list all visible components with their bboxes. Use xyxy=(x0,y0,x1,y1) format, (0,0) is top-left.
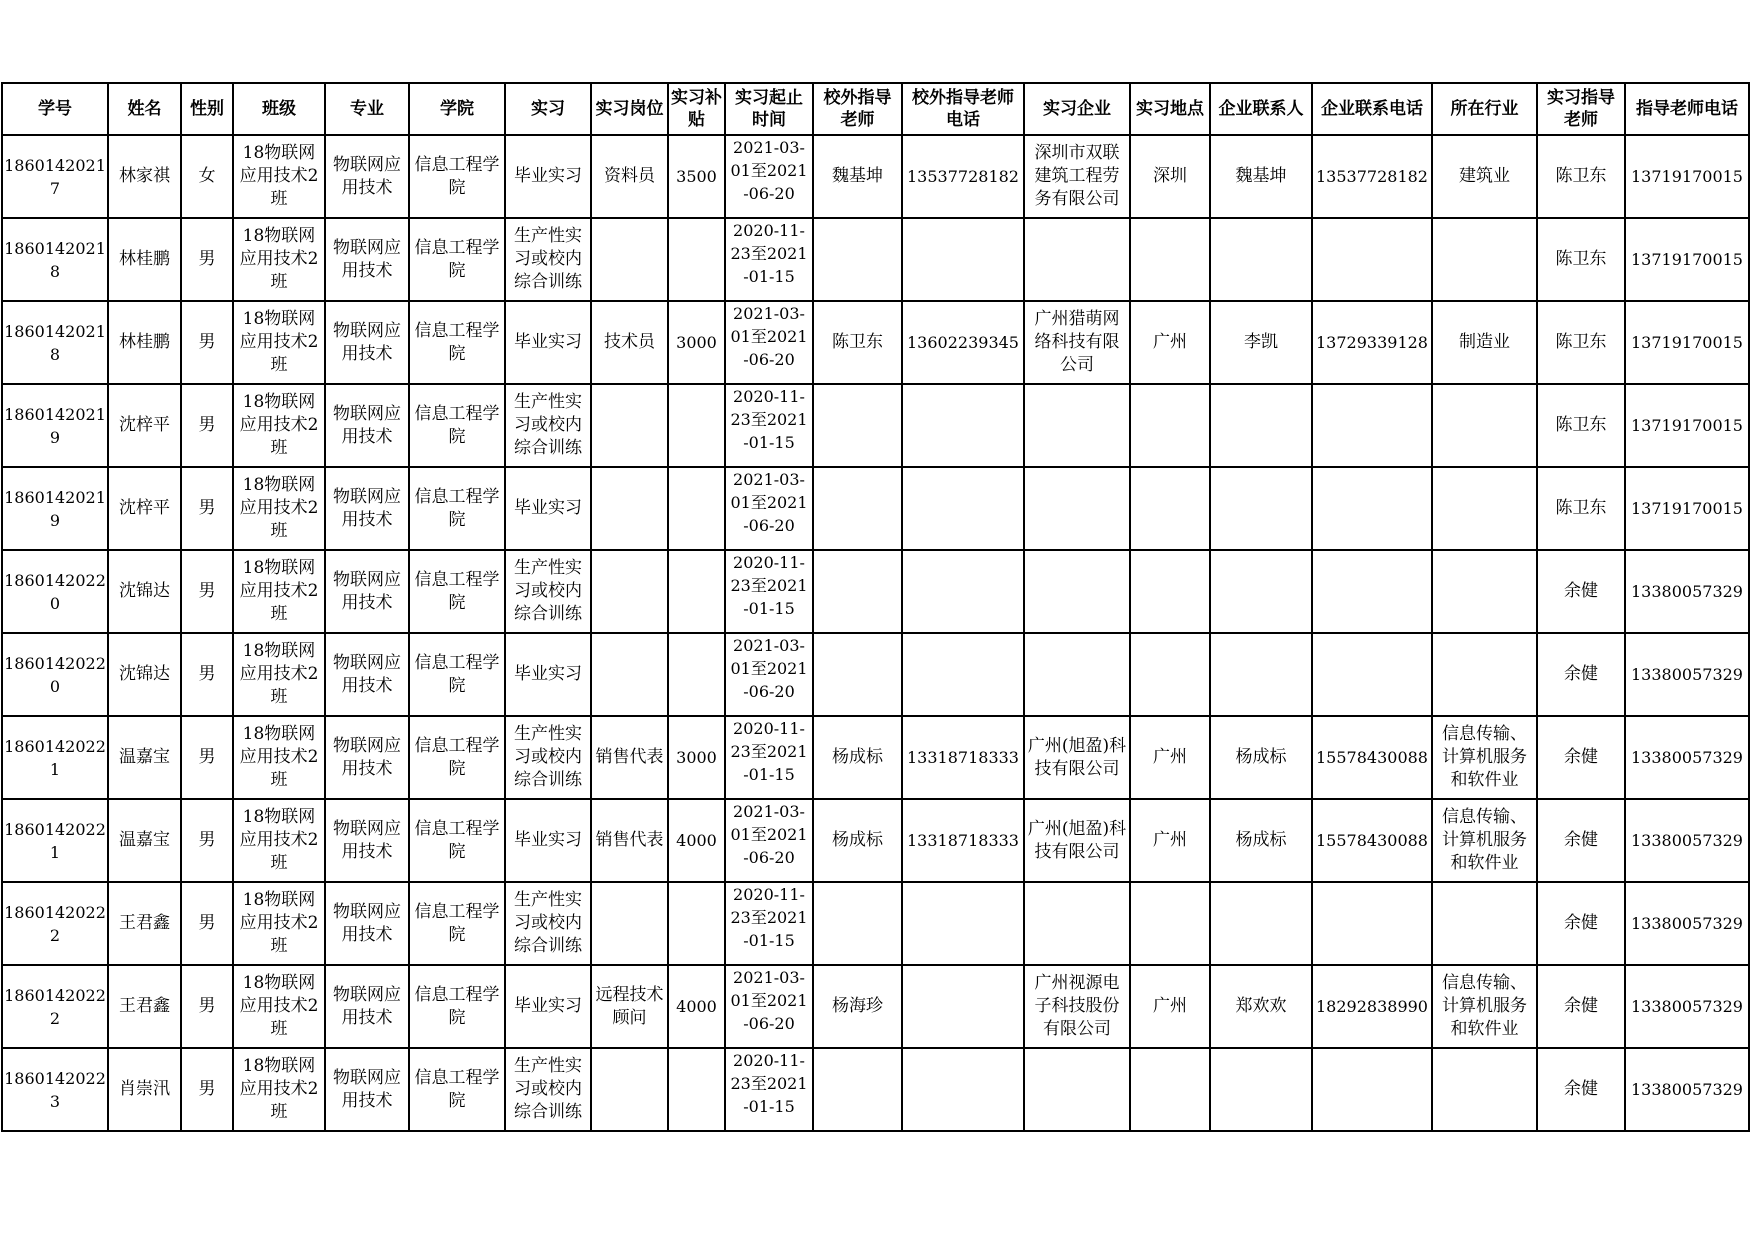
table-cell: 生产性实习或校内综合训练 xyxy=(505,218,591,301)
table-cell: 女 xyxy=(181,135,233,218)
date-range-text: 2020-11-23至2021-01-15 xyxy=(730,553,808,618)
header-cell: 学号 xyxy=(2,83,108,135)
table-cell xyxy=(1210,550,1312,633)
table-cell xyxy=(668,218,725,301)
table-cell: 18601420219 xyxy=(2,384,108,467)
table-row xyxy=(2,965,1749,1048)
table-row xyxy=(2,882,1749,965)
header-cell: 性别 xyxy=(181,83,233,135)
table-cell: 18601420222 xyxy=(2,882,108,965)
table-row xyxy=(2,799,1749,882)
table-cell: 男 xyxy=(181,882,233,965)
table-cell: 物联网应用技术 xyxy=(325,550,409,633)
table-cell xyxy=(1432,1048,1537,1131)
table-cell: 余健 xyxy=(1537,965,1625,1048)
table-cell: 毕业实习 xyxy=(505,135,591,218)
table-cell: 信息工程学院 xyxy=(409,1048,505,1131)
table-cell xyxy=(591,882,668,965)
table-cell: 18601420222 xyxy=(2,965,108,1048)
header-cell: 实习指导老师 xyxy=(1537,83,1625,135)
table-cell: 温嘉宝 xyxy=(108,716,181,799)
table-cell xyxy=(902,467,1024,550)
table-cell: 生产性实习或校内综合训练 xyxy=(505,550,591,633)
header-cell: 实习地点 xyxy=(1130,83,1210,135)
table-cell: 毕业实习 xyxy=(505,467,591,550)
table-cell: 物联网应用技术 xyxy=(325,384,409,467)
table-cell: 男 xyxy=(181,965,233,1048)
table-cell: 13719170015 xyxy=(1625,135,1749,218)
table-cell: 广州 xyxy=(1130,799,1210,882)
table-cell: 信息传输、计算机服务和软件业 xyxy=(1432,965,1537,1048)
table-cell: 18物联网应用技术2班 xyxy=(233,633,325,716)
table-cell: 信息工程学院 xyxy=(409,467,505,550)
table-cell xyxy=(1432,633,1537,716)
table-cell: 15578430088 xyxy=(1312,716,1432,799)
header-cell: 学院 xyxy=(409,83,505,135)
table-cell xyxy=(591,384,668,467)
table-cell: 13380057329 xyxy=(1625,799,1749,882)
table-cell xyxy=(1312,467,1432,550)
table-cell: 广州(旭盈)科技有限公司 xyxy=(1024,799,1130,882)
table-cell xyxy=(725,799,813,882)
table-cell: 13318718333 xyxy=(902,799,1024,882)
table-cell: 技术员 xyxy=(591,301,668,384)
table-cell: 魏基坤 xyxy=(813,135,902,218)
table-cell: 毕业实习 xyxy=(505,301,591,384)
table-row xyxy=(2,301,1749,384)
table-cell: 广州 xyxy=(1130,301,1210,384)
table-cell: 毕业实习 xyxy=(505,799,591,882)
table-cell xyxy=(1312,882,1432,965)
table-cell: 广州猎萌网络科技有限公司 xyxy=(1024,301,1130,384)
table-cell: 陈卫东 xyxy=(813,301,902,384)
table-cell: 余健 xyxy=(1537,633,1625,716)
table-cell: 林桂鹏 xyxy=(108,218,181,301)
table-cell xyxy=(902,550,1024,633)
date-range-text: 2021-03-01至2021-06-20 xyxy=(730,304,808,369)
date-range-text: 2020-11-23至2021-01-15 xyxy=(730,387,808,452)
header-cell: 实习 xyxy=(505,83,591,135)
table-row xyxy=(2,716,1749,799)
table-cell: 13729339128 xyxy=(1312,301,1432,384)
table-cell: 18物联网应用技术2班 xyxy=(233,301,325,384)
table-cell: 资料员 xyxy=(591,135,668,218)
table-cell: 男 xyxy=(181,301,233,384)
table-cell: 18601420223 xyxy=(2,1048,108,1131)
table-cell xyxy=(725,550,813,633)
table-cell: 陈卫东 xyxy=(1537,135,1625,218)
table-cell: 18物联网应用技术2班 xyxy=(233,550,325,633)
table-cell: 建筑业 xyxy=(1432,135,1537,218)
table-cell: 信息传输、计算机服务和软件业 xyxy=(1432,799,1537,882)
table-cell: 广州视源电子科技股份有限公司 xyxy=(1024,965,1130,1048)
table-cell: 生产性实习或校内综合训练 xyxy=(505,716,591,799)
table-cell xyxy=(1024,882,1130,965)
table-cell: 林家祺 xyxy=(108,135,181,218)
table-body xyxy=(2,135,1749,1131)
table-cell: 物联网应用技术 xyxy=(325,716,409,799)
table-cell: 男 xyxy=(181,1048,233,1131)
table-cell: 13719170015 xyxy=(1625,218,1749,301)
table-cell xyxy=(725,135,813,218)
table-cell xyxy=(902,965,1024,1048)
table-cell xyxy=(1432,218,1537,301)
table-cell xyxy=(1312,1048,1432,1131)
table-cell: 18物联网应用技术2班 xyxy=(233,716,325,799)
date-range-text: 2021-03-01至2021-06-20 xyxy=(730,968,808,1033)
table-cell: 信息工程学院 xyxy=(409,965,505,1048)
table-cell: 温嘉宝 xyxy=(108,799,181,882)
table-cell: 生产性实习或校内综合训练 xyxy=(505,1048,591,1131)
table-cell: 信息工程学院 xyxy=(409,384,505,467)
table-cell: 13537728182 xyxy=(1312,135,1432,218)
table-cell: 生产性实习或校内综合训练 xyxy=(505,882,591,965)
table-cell: 物联网应用技术 xyxy=(325,218,409,301)
table-cell: 男 xyxy=(181,633,233,716)
table-cell: 18物联网应用技术2班 xyxy=(233,467,325,550)
table-cell xyxy=(591,218,668,301)
table-cell: 15578430088 xyxy=(1312,799,1432,882)
table-cell: 男 xyxy=(181,716,233,799)
header-cell: 班级 xyxy=(233,83,325,135)
table-cell xyxy=(668,384,725,467)
table-cell: 18物联网应用技术2班 xyxy=(233,218,325,301)
table-cell: 18601420220 xyxy=(2,550,108,633)
table-cell xyxy=(1130,218,1210,301)
table-cell xyxy=(1130,467,1210,550)
table-cell: 肖崇汛 xyxy=(108,1048,181,1131)
date-range-text: 2020-11-23至2021-01-15 xyxy=(730,719,808,784)
table-cell xyxy=(725,218,813,301)
header-row xyxy=(2,83,1749,135)
table-cell xyxy=(668,1048,725,1131)
table-cell: 18物联网应用技术2班 xyxy=(233,882,325,965)
table-cell: 物联网应用技术 xyxy=(325,135,409,218)
table-cell: 信息工程学院 xyxy=(409,799,505,882)
table-cell: 18601420218 xyxy=(2,218,108,301)
table-cell: 深圳 xyxy=(1130,135,1210,218)
table-cell: 制造业 xyxy=(1432,301,1537,384)
table-cell: 杨成标 xyxy=(813,799,902,882)
table-cell: 18601420217 xyxy=(2,135,108,218)
table-cell: 陈卫东 xyxy=(1537,384,1625,467)
table-cell: 陈卫东 xyxy=(1537,467,1625,550)
table-cell xyxy=(1024,467,1130,550)
table-cell xyxy=(591,633,668,716)
table-cell xyxy=(725,965,813,1048)
table-cell xyxy=(813,218,902,301)
table-cell xyxy=(668,550,725,633)
table-cell: 13318718333 xyxy=(902,716,1024,799)
table-cell: 广州(旭盈)科技有限公司 xyxy=(1024,716,1130,799)
table-cell: 13719170015 xyxy=(1625,384,1749,467)
table-cell xyxy=(813,550,902,633)
table-cell: 信息工程学院 xyxy=(409,301,505,384)
table-cell xyxy=(725,716,813,799)
table-cell xyxy=(1130,882,1210,965)
header-cell: 所在行业 xyxy=(1432,83,1537,135)
table-cell: 魏基坤 xyxy=(1210,135,1312,218)
table-cell xyxy=(725,633,813,716)
header-cell: 校外指导老师 xyxy=(813,83,902,135)
table-cell: 余健 xyxy=(1537,882,1625,965)
table-row xyxy=(2,218,1749,301)
table-cell: 13380057329 xyxy=(1625,882,1749,965)
table-cell: 3000 xyxy=(668,301,725,384)
table-row xyxy=(2,135,1749,218)
table-cell: 生产性实习或校内综合训练 xyxy=(505,384,591,467)
table-cell xyxy=(902,633,1024,716)
table-cell xyxy=(813,1048,902,1131)
table-cell: 18物联网应用技术2班 xyxy=(233,135,325,218)
date-range-text: 2020-11-23至2021-01-15 xyxy=(730,221,808,286)
table-cell xyxy=(813,384,902,467)
table-cell: 13380057329 xyxy=(1625,716,1749,799)
table-cell: 物联网应用技术 xyxy=(325,1048,409,1131)
table-cell xyxy=(1432,550,1537,633)
table-cell: 物联网应用技术 xyxy=(325,965,409,1048)
table-cell xyxy=(668,633,725,716)
table-cell: 杨成标 xyxy=(1210,716,1312,799)
table-cell: 余健 xyxy=(1537,799,1625,882)
table-cell: 18物联网应用技术2班 xyxy=(233,1048,325,1131)
table-cell xyxy=(1210,218,1312,301)
table-cell xyxy=(725,882,813,965)
table-cell xyxy=(813,633,902,716)
table-cell xyxy=(668,882,725,965)
table-cell: 13380057329 xyxy=(1625,965,1749,1048)
table-cell xyxy=(725,1048,813,1131)
table-cell: 王君鑫 xyxy=(108,882,181,965)
table-cell xyxy=(1024,550,1130,633)
table-cell: 13719170015 xyxy=(1625,467,1749,550)
table-cell: 销售代表 xyxy=(591,716,668,799)
date-range-text: 2021-03-01至2021-06-20 xyxy=(730,636,808,701)
header-cell: 实习企业 xyxy=(1024,83,1130,135)
table-cell xyxy=(1312,633,1432,716)
table-cell: 18601420218 xyxy=(2,301,108,384)
table-cell: 李凯 xyxy=(1210,301,1312,384)
table-cell: 4000 xyxy=(668,799,725,882)
table-cell xyxy=(902,384,1024,467)
table-cell: 杨成标 xyxy=(1210,799,1312,882)
table-cell xyxy=(1210,882,1312,965)
table-cell xyxy=(902,218,1024,301)
table-cell: 毕业实习 xyxy=(505,633,591,716)
table-cell xyxy=(668,467,725,550)
table-cell: 18601420221 xyxy=(2,799,108,882)
table-row xyxy=(2,633,1749,716)
table-cell: 余健 xyxy=(1537,716,1625,799)
table-cell: 信息工程学院 xyxy=(409,716,505,799)
header-cell: 实习补贴 xyxy=(668,83,725,135)
table-cell: 杨海珍 xyxy=(813,965,902,1048)
table-cell: 男 xyxy=(181,550,233,633)
header-cell: 企业联系人 xyxy=(1210,83,1312,135)
header-cell: 实习起止时间 xyxy=(725,83,813,135)
table-cell: 18物联网应用技术2班 xyxy=(233,384,325,467)
table-cell: 毕业实习 xyxy=(505,965,591,1048)
header-cell: 专业 xyxy=(325,83,409,135)
table-cell xyxy=(813,882,902,965)
table-cell xyxy=(1210,384,1312,467)
internship-table xyxy=(1,82,1750,1132)
table-cell xyxy=(1312,384,1432,467)
table-cell: 广州 xyxy=(1130,716,1210,799)
table-cell: 陈卫东 xyxy=(1537,301,1625,384)
table-cell xyxy=(725,301,813,384)
table-cell: 3500 xyxy=(668,135,725,218)
table-row xyxy=(2,467,1749,550)
table-cell: 沈梓平 xyxy=(108,384,181,467)
table-cell xyxy=(591,467,668,550)
table-cell xyxy=(813,467,902,550)
table-cell: 男 xyxy=(181,218,233,301)
table-cell xyxy=(725,384,813,467)
table-cell: 13719170015 xyxy=(1625,301,1749,384)
table-cell: 信息传输、计算机服务和软件业 xyxy=(1432,716,1537,799)
table-cell: 13380057329 xyxy=(1625,550,1749,633)
table-cell xyxy=(1130,384,1210,467)
table-cell: 远程技术顾问 xyxy=(591,965,668,1048)
header-cell: 姓名 xyxy=(108,83,181,135)
table-cell xyxy=(1312,218,1432,301)
table-cell: 男 xyxy=(181,384,233,467)
table-cell: 信息工程学院 xyxy=(409,882,505,965)
date-range-text: 2020-11-23至2021-01-15 xyxy=(730,885,808,950)
table-cell: 物联网应用技术 xyxy=(325,301,409,384)
table-cell xyxy=(1210,467,1312,550)
table-cell: 13380057329 xyxy=(1625,1048,1749,1131)
table-cell xyxy=(591,550,668,633)
table-cell: 物联网应用技术 xyxy=(325,467,409,550)
table-cell: 18物联网应用技术2班 xyxy=(233,799,325,882)
table-cell: 4000 xyxy=(668,965,725,1048)
table-cell xyxy=(1024,1048,1130,1131)
date-range-text: 2020-11-23至2021-01-15 xyxy=(730,1051,808,1116)
table-cell xyxy=(1024,384,1130,467)
table-cell xyxy=(1432,467,1537,550)
table-cell: 信息工程学院 xyxy=(409,218,505,301)
table-cell xyxy=(1130,550,1210,633)
table-cell: 余健 xyxy=(1537,550,1625,633)
table-cell: 陈卫东 xyxy=(1537,218,1625,301)
table-cell: 物联网应用技术 xyxy=(325,799,409,882)
table-cell xyxy=(1130,633,1210,716)
date-range-text: 2021-03-01至2021-06-20 xyxy=(730,470,808,535)
table-cell: 18292838990 xyxy=(1312,965,1432,1048)
table-cell xyxy=(1432,384,1537,467)
header-cell: 企业联系电话 xyxy=(1312,83,1432,135)
table-cell xyxy=(902,1048,1024,1131)
table-cell: 沈锦达 xyxy=(108,633,181,716)
table-cell xyxy=(1210,633,1312,716)
table-cell xyxy=(1432,882,1537,965)
table-cell: 信息工程学院 xyxy=(409,550,505,633)
table-cell: 销售代表 xyxy=(591,799,668,882)
table-cell: 13602239345 xyxy=(902,301,1024,384)
table-cell: 广州 xyxy=(1130,965,1210,1048)
table-cell xyxy=(1312,550,1432,633)
table-cell: 林桂鹏 xyxy=(108,301,181,384)
table-cell: 13537728182 xyxy=(902,135,1024,218)
table-cell xyxy=(725,467,813,550)
table-cell xyxy=(1130,1048,1210,1131)
table-cell: 信息工程学院 xyxy=(409,135,505,218)
table-cell: 男 xyxy=(181,467,233,550)
table-cell: 沈梓平 xyxy=(108,467,181,550)
table-cell xyxy=(1024,633,1130,716)
table-cell xyxy=(1210,1048,1312,1131)
table-cell: 18601420220 xyxy=(2,633,108,716)
table-cell xyxy=(1024,218,1130,301)
table-cell: 18601420221 xyxy=(2,716,108,799)
table-cell: 沈锦达 xyxy=(108,550,181,633)
table-row xyxy=(2,384,1749,467)
table-cell: 信息工程学院 xyxy=(409,633,505,716)
table-cell: 13380057329 xyxy=(1625,633,1749,716)
table-cell: 余健 xyxy=(1537,1048,1625,1131)
table-row xyxy=(2,1048,1749,1131)
header-cell: 指导老师电话 xyxy=(1625,83,1749,135)
table-cell: 18物联网应用技术2班 xyxy=(233,965,325,1048)
table-cell: 18601420219 xyxy=(2,467,108,550)
table-cell: 物联网应用技术 xyxy=(325,882,409,965)
table-cell: 物联网应用技术 xyxy=(325,633,409,716)
header-cell: 实习岗位 xyxy=(591,83,668,135)
table-cell: 王君鑫 xyxy=(108,965,181,1048)
table-cell: 杨成标 xyxy=(813,716,902,799)
table-cell: 深圳市双联建筑工程劳务有限公司 xyxy=(1024,135,1130,218)
header-cell: 校外指导老师电话 xyxy=(902,83,1024,135)
table-cell xyxy=(902,882,1024,965)
table-cell: 郑欢欢 xyxy=(1210,965,1312,1048)
table-row xyxy=(2,550,1749,633)
date-range-text: 2021-03-01至2021-06-20 xyxy=(730,802,808,867)
table-cell: 男 xyxy=(181,799,233,882)
table-cell: 3000 xyxy=(668,716,725,799)
table-cell xyxy=(591,1048,668,1131)
date-range-text: 2021-03-01至2021-06-20 xyxy=(730,138,808,203)
